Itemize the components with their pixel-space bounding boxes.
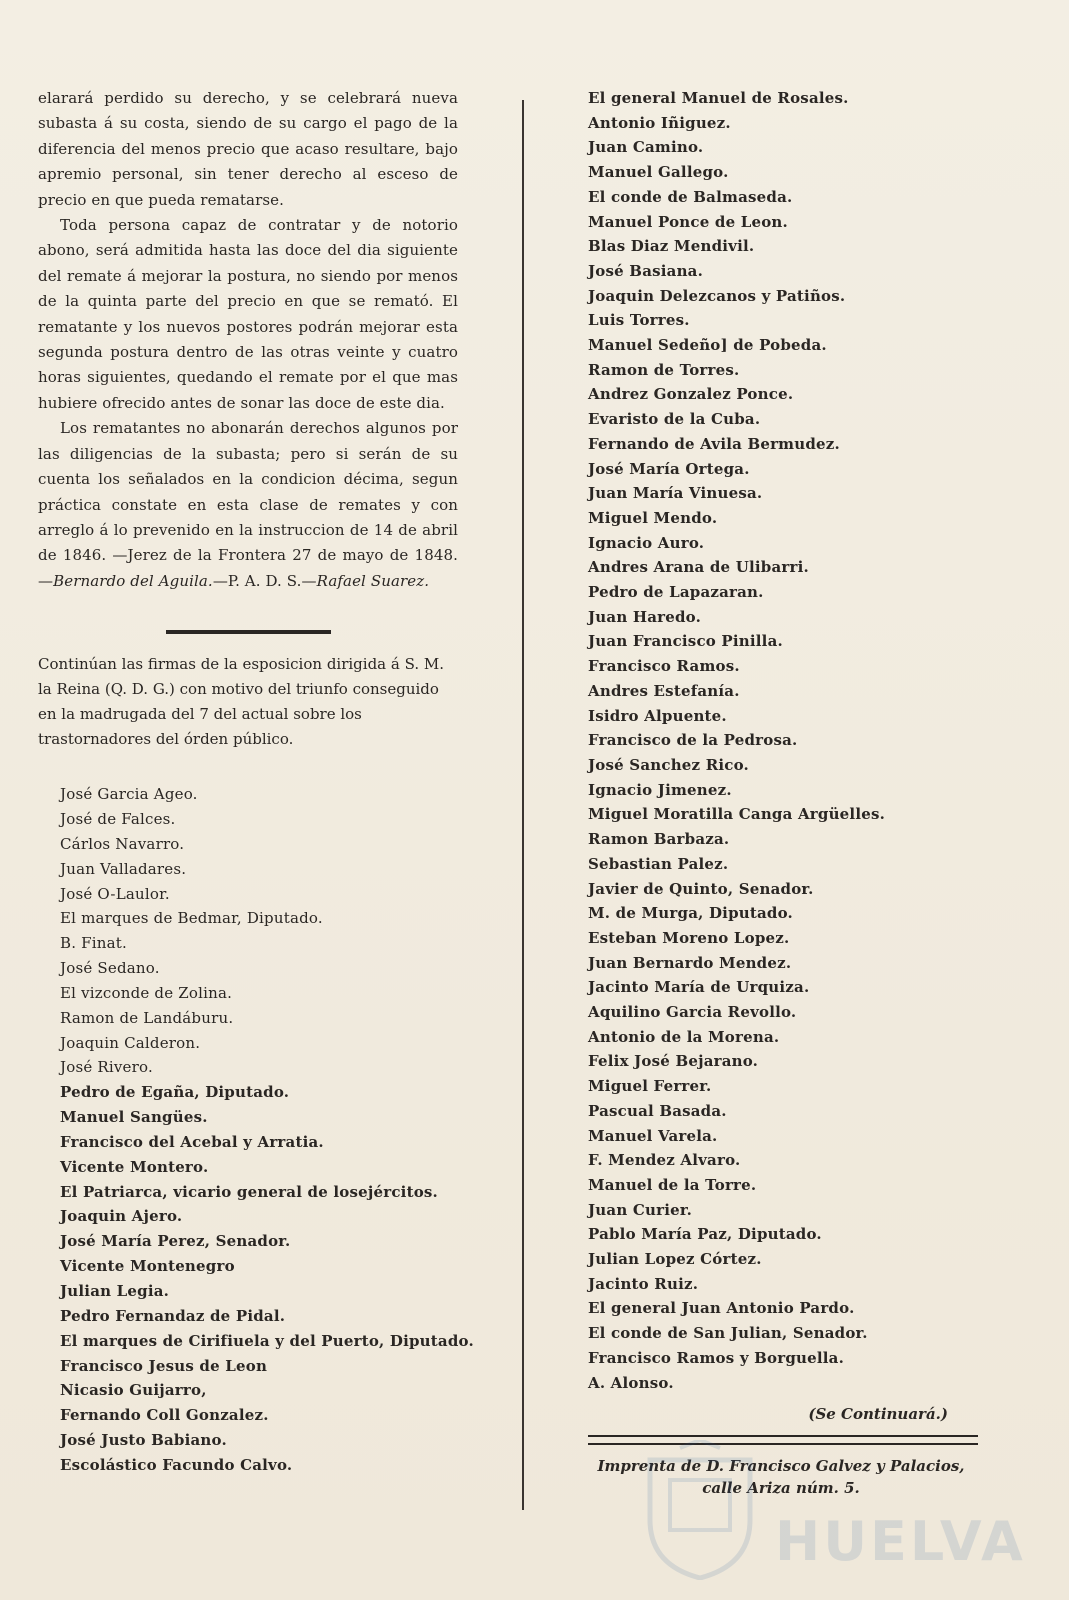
watermark-text: HUELVA	[775, 1510, 1026, 1573]
signature-name: Juan Valladares.	[60, 859, 187, 878]
signature-name: M. de Murga, Diputado.	[588, 904, 793, 923]
signature-name: Andres Estefanía.	[588, 681, 740, 700]
paragraph-fees	[38, 416, 458, 594]
signature-name: Escolástico Facundo Calvo.	[60, 1455, 293, 1474]
section-separator	[166, 630, 331, 634]
signature-name: Pedro Fernandaz de Pidal.	[60, 1306, 286, 1325]
signature-name: Cárlos Navarro.	[60, 834, 185, 853]
signature-name: Manuel Gallego.	[588, 163, 729, 182]
signature-name: Evaristo de la Cuba.	[588, 410, 761, 429]
signature-name: José O-Laulor.	[60, 884, 170, 903]
signature-list-bold	[60, 1080, 474, 1478]
signature-name: José María Perez, Senador.	[60, 1232, 291, 1251]
signature-name: Manuel Varela.	[588, 1126, 718, 1145]
signature-name: Nicasio Guijarro,	[60, 1381, 207, 1400]
signature-name: Juan María Vinuesa.	[588, 484, 763, 503]
signature-name: El marques de Cirifiuela y del Puerto, Diputado.	[60, 1331, 474, 1350]
signature-name: Vicente Montero.	[60, 1157, 209, 1176]
signature-name: Francisco Jesus de Leon	[60, 1356, 268, 1375]
signature-name: A. Alonso.	[588, 1373, 674, 1392]
signature-name: Isidro Alpuente.	[588, 706, 727, 725]
right-column	[588, 86, 1008, 1499]
signature-name: Francisco Ramos.	[588, 657, 740, 676]
signature-name: Sebastian Palez.	[588, 854, 729, 873]
signature-name: José Garcia Ageo.	[60, 785, 198, 804]
signature-name: Fernando Coll Gonzalez.	[60, 1406, 269, 1425]
paragraph-fees-text: Los rematantes no abonarán derechos algunos por las diligencias de la subasta; pero si serán de su cuenta los señalados en la condicion décima, segun práctica constate en esta clase de remates y con arreglo á lo prevenido en la instruccion de 14 de abril de 1846. —Jerez de la Frontera 27 de mayo de 1848.—	[38, 419, 458, 590]
signature-name: Jacinto Ruiz.	[588, 1274, 699, 1293]
signature-name: José Sedano.	[60, 959, 160, 978]
signature-name: Joaquin Calderon.	[60, 1033, 201, 1052]
signature-name: Pablo María Paz, Diputado.	[588, 1225, 822, 1244]
signature-name: Luis Torres.	[588, 311, 690, 330]
paragraph-auction-terms: elarará perdido su derecho, y se celebrará nueva subasta á su costa, siendo de su cargo el pago de la diferencia del menos precio que acaso resultare, bajo apremio personal, sin tener derecho al esceso de precio en que pueda rematarse.	[38, 89, 458, 209]
signature-name: Ramon Barbaza.	[588, 830, 730, 849]
signature-name: Juan Camino.	[588, 138, 704, 157]
signature-name: José de Falces.	[60, 809, 176, 828]
signature-name: El conde de Balmaseda.	[588, 187, 793, 206]
signature-name: Bernardo del Aguila.	[53, 571, 213, 590]
signature-name: Juan Haredo.	[588, 607, 702, 626]
signature-name: Andrez Gonzalez Ponce.	[588, 385, 794, 404]
signature-name: Vicente Montenegro	[60, 1257, 235, 1276]
signature-name: El general Manuel de Rosales.	[588, 89, 849, 107]
signature-name: Juan Francisco Pinilla.	[588, 632, 783, 651]
signature-name: Francisco del Acebal y Arratia.	[60, 1132, 324, 1151]
signature-list-right	[588, 86, 1008, 1395]
signature-name: Julian Lopez Córtez.	[588, 1250, 762, 1269]
signature-name: B. Finat.	[60, 934, 127, 953]
signature-name: Francisco Ramos y Borguella.	[588, 1348, 845, 1367]
signature-name: Antonio Iñiguez.	[588, 113, 731, 132]
signature-name: José Rivero.	[60, 1058, 153, 1077]
signature-name: Ignacio Jimenez.	[588, 780, 732, 799]
paragraph-improvement-bids: Toda persona capaz de contratar y de notorio abono, será admitida hasta las doce del dia siguiente del remate á mejorar la postura, no siendo por menos de la quinta parte del precio en que se remató. El rematante y los nuevos postores podrán mejorar esta segunda postura dentro de las otras veinte y cuatro horas siguientes, quedando el remate por el que mas hubiere ofrecido antes de sonar las doce de este dia.	[38, 216, 458, 412]
closing-rule	[588, 1435, 978, 1445]
signature-name: El Patriarca, vicario general de losejércitos.	[60, 1182, 438, 1201]
signature-name: Pedro de Lapazaran.	[588, 583, 764, 602]
signature-name: El vizconde de Zolina.	[60, 983, 233, 1002]
signature-name: José Basiana.	[588, 261, 704, 280]
signature-name: Fernando de Avila Bermudez.	[588, 434, 840, 453]
signature-name: Joaquin Ajero.	[60, 1207, 183, 1226]
signature-name: Esteban Moreno Lopez.	[588, 928, 790, 947]
signature-name: José María Ortega.	[588, 459, 750, 478]
signature-name: Pedro de Egaña, Diputado.	[60, 1083, 290, 1102]
signature-name: Blas Diaz Mendivil.	[588, 237, 755, 256]
signature-name: Juan Curier.	[588, 1200, 692, 1219]
signature-name: José Sanchez Rico.	[588, 755, 749, 774]
signatures-intro: Continúan las firmas de la esposicion dirigida á S. M. la Reina (Q. D. G.) con motivo del triunfo conseguido en la madrugada del 7 del actual sobre los trastornadores del órden público.	[38, 655, 445, 749]
signature-name: José Justo Babiano.	[60, 1431, 227, 1450]
signature-name: El marques de Bedmar, Diputado.	[60, 909, 323, 928]
signature-name: F. Mendez Alvaro.	[588, 1151, 741, 1170]
signature-name: Antonio de la Morena.	[588, 1027, 780, 1046]
column-divider	[522, 100, 524, 1510]
signature-name: Manuel Ponce de Leon.	[588, 212, 788, 231]
signature-mid: —P. A. D. S.—	[212, 571, 317, 590]
signature-name: El conde de San Julian, Senador.	[588, 1324, 868, 1343]
signature-name: Ramon de Torres.	[588, 360, 740, 379]
signature-name: Felix José Bejarano.	[588, 1052, 759, 1071]
signature-name: Juan Bernardo Mendez.	[588, 953, 792, 972]
signature-name: Pascual Basada.	[588, 1101, 727, 1120]
signature-name: Miguel Mendo.	[588, 508, 718, 527]
signature-list-light	[60, 782, 458, 1080]
signature-name: Javier de Quinto, Senador.	[588, 879, 814, 898]
signature-name: Julian Legia.	[60, 1282, 170, 1300]
signature-name: Aquilino Garcia Revollo.	[588, 1003, 797, 1022]
signature-name: Andres Arana de Ulibarri.	[588, 558, 809, 577]
signature-name: Manuel Sedeño] de Pobeda.	[588, 336, 827, 355]
left-column	[38, 86, 474, 1478]
continue-note: (Se Continuará.)	[808, 1405, 948, 1424]
signature-name: El general Juan Antonio Pardo.	[588, 1299, 855, 1318]
signature-name: Miguel Ferrer.	[588, 1077, 712, 1096]
signature-name: Ramon de Landáburu.	[60, 1008, 234, 1027]
printer-imprint: Imprenta de D. Francisco Galvez y Palacios, calle Ariza núm. 5.	[597, 1457, 965, 1498]
signature-name: Manuel de la Torre.	[588, 1175, 757, 1194]
signature-name: Miguel Moratilla Canga Argüelles.	[588, 805, 886, 824]
signature-secretary: Rafael Suarez.	[316, 571, 430, 590]
signature-name: Ignacio Auro.	[588, 533, 705, 552]
signature-name: Manuel Sangües.	[60, 1108, 208, 1127]
signature-name: Jacinto María de Urquiza.	[588, 978, 810, 997]
signature-name: Francisco de la Pedrosa.	[588, 731, 798, 750]
signature-name: Joaquin Delezcanos y Patiños.	[588, 286, 846, 305]
